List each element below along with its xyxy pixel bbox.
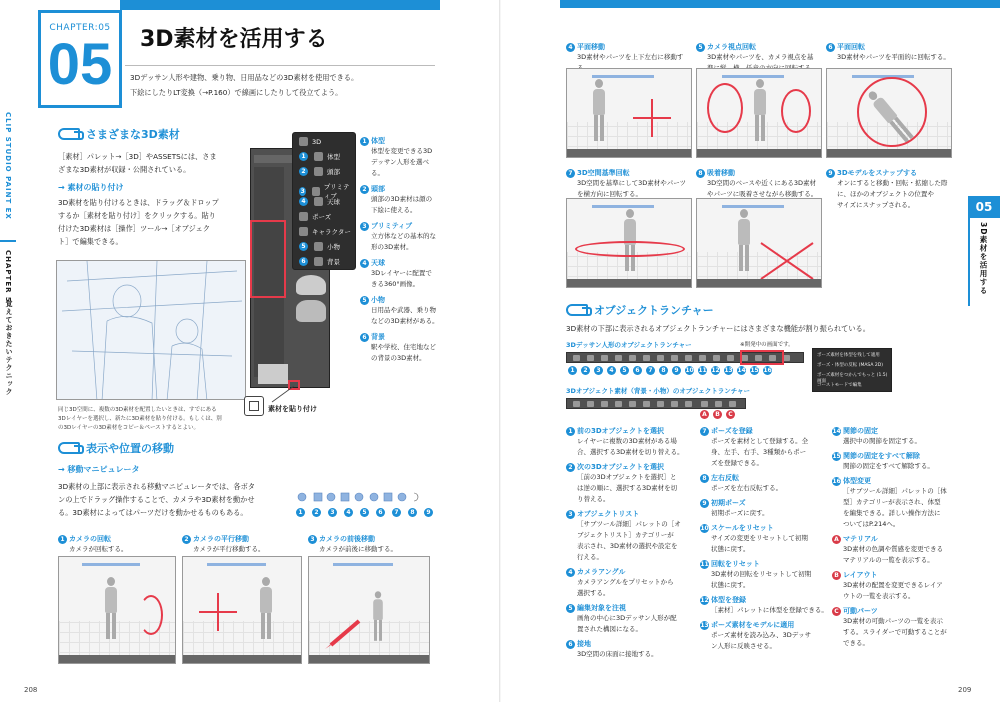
highlight-popup-button	[740, 350, 784, 365]
chapter-label: CHAPTER:05	[49, 23, 111, 33]
page-number-right: 209	[958, 686, 972, 694]
space-rotate-ring-icon	[575, 241, 685, 257]
sketch-caption: 同じ3D空間に、複数の3D素材を配置したいときは、すでにある 3Dレイヤーを選択し、新たに3D素材を貼り付ける。もしくは、別 の3Dレイヤーの3D素材をコピー＆ペーストするとよい。	[58, 407, 222, 431]
manipulator-description: 3D素材の上部に表示される移動マニピュレータでは、各ボタ ンの上でドラッグ操作することで、カメラや3D素材を動かせ る。3D素材によってはパーツだけを動かせるものもある。	[58, 482, 255, 517]
fig-camera-view-rotate	[696, 68, 822, 158]
section-heading-launcher: オブジェクトランチャー	[566, 302, 714, 318]
sidebar-chapter-title: 覚えておきたいテクニック	[5, 300, 13, 396]
sidebar-divider	[0, 240, 16, 242]
fig-plane-rotate	[826, 68, 952, 158]
sketch-figure	[56, 260, 246, 400]
fig-camera-dolly	[308, 556, 430, 664]
subheading-manipulator: → 移動マニピュレータ	[58, 465, 140, 474]
page-title: 3D素材を活用する	[140, 27, 328, 52]
dolly-arrow-icon	[323, 617, 363, 651]
menu-pose[interactable]: ポーズ	[299, 212, 331, 221]
fig-space-rotate	[566, 198, 692, 288]
fig-camera-pan	[182, 556, 302, 664]
popup-item-3[interactable]: ポーズ素材をつかんでもっと (1.5) 画面	[817, 373, 888, 384]
paste-material-label: 素材を貼り付け	[268, 405, 317, 413]
subheading-paste: → 素材の貼り付け	[58, 183, 124, 192]
sketch-lines-icon	[57, 261, 246, 400]
materials-intro: ［素材］パレット→［3D］やASSETSには、さま ざまな3D素材が収録・公開されている。	[58, 152, 217, 174]
popup-item-1[interactable]: ポーズ素材を体型を残して適用	[817, 353, 880, 358]
menu-character[interactable]: キャラクター	[299, 227, 351, 236]
manipulator-icons	[296, 490, 436, 504]
manipulator-toolbar	[296, 490, 436, 504]
highlight-3d-folder	[250, 220, 286, 298]
launcher-toolbar-object	[566, 398, 746, 409]
menu-3d[interactable]: 3D	[299, 137, 321, 146]
menu-sky[interactable]: 4 天球	[299, 197, 340, 206]
chapter-tab-number: 05	[968, 196, 1000, 218]
body-thumbnail	[258, 364, 288, 384]
plane-rotate-ring-icon	[857, 77, 927, 147]
fig8-title: 8 吸着移動 3D空間のベースや近くにある3D素材 やパーツに吸着させながら移動する。	[696, 168, 826, 200]
paste-material-icon[interactable]	[244, 396, 264, 416]
fig3-title: 3 カメラの前後移動 カメラが前後に移動する。	[308, 534, 397, 555]
launcher-col-3: 14 関節の固定 選択中の関節を固定する。 15 関節の固定をすべて解除 関節の固定をすべて解除する。 16 体型変更 ［サブツール詳細］パレットの［体 型］カテゴリーが表示され、体型 を編集できる。詳しい操作方法に ついてはP.214へ。 A マテリアル 3D素材の色調や質感を変更できる マテリアルの一覧を表示する。 B レイアウト 3D素材の配置を変更できるレイア ウトの一覧を表示する。 C 可動パーツ 3D素材の可動パーツの一覧を表示 する。スライダーで可動することが できる。	[832, 427, 947, 647]
fig7-title: 7 3D空間基準回転 3D空間を基準にして3D素材やパーツ を横方向に回転する。	[566, 168, 691, 200]
fig9-title: 9 3Dモデルをスナップする オンにすると移動・回転・拡縮した際 に、ほかのオブジェクトの位置や サイズにスナップされる。	[826, 168, 956, 211]
section-heading-move: 表示や位置の移動	[58, 440, 174, 456]
section-heading-materials: さまざまな3D素材	[58, 126, 180, 142]
launcher-col-2: 7 ポーズを登録 ポーズを素材として登録する。全 身、左手、右手、3種類からポー ズを登録できる。 8 左右反転 ポーズを左右反転する。 9 初期ポーズ 初期ポーズに戻す。 10 スケールをリセット サイズの変更をリセットして初期 状態に戻す。 11 回転をリセット 3D素材の回転をリセットして初期 状態に戻す。 12 体型を登録 ［素材］パレットに体型を登録できる。 13 ポーズ素材をモデルに適用 ポーズ素材を読み込み、3Dデッサ ン人形に反映させる。	[700, 427, 828, 650]
paste-description: 3D素材を貼り付けるときは、ドラッグ＆ドロップ するか［素材を貼り付け］をクリックする。貼り 付けた3D素材は［操作］ツール→［オブジェク ト］で編集できる。	[58, 198, 219, 246]
fig-plane-move	[566, 68, 692, 158]
launcher-numbers: 1 2 3 4 5 6 7 8 9 10 11 12 13 14 15 16	[568, 366, 774, 375]
head-thumbnail-2	[296, 300, 326, 322]
page-fold	[499, 0, 501, 702]
pan-arrows-icon	[199, 593, 237, 631]
top-accent-bar-right	[560, 0, 1000, 8]
move-arrows-icon	[633, 99, 671, 137]
fig-camera-rotate	[58, 556, 176, 664]
tab-rule	[968, 196, 970, 306]
menu-background[interactable]: 6 背景	[299, 257, 340, 266]
page-number-left: 208	[24, 686, 38, 694]
launcher-label-object: 3Dオブジェクト素材（背景・小物）のオブジェクトランチャー	[566, 387, 751, 395]
pointing-hand-icon	[566, 304, 588, 316]
fig-snap-move	[696, 198, 822, 288]
material-type-list: 1 体型 体型を変更できる3D デッサン人形を選べる。 2 頭部 頭部の3D素材は顔の 下絵に使える。 3 プリミティブ 立方体などの基本的な 形の3D素材。 4 天球 3Dレイヤーに配置で きる360°画像。 5 小物 日用品や武器、乗り物 などの3D素材がある。 6 背景 駅や学校、住宅地など の背景の3D素材。	[360, 136, 440, 364]
fig5-title: 5 カメラ視点回転 3D素材やパーツを、カメラ視点を基	[696, 42, 826, 74]
sidebar-chapter: CHAPTER 5	[4, 250, 12, 303]
menu-body[interactable]: 1 体型	[299, 152, 340, 161]
chapter-number: 05	[47, 32, 113, 97]
dev-note: ※開発中の画面です。	[740, 342, 794, 348]
menu-primitive[interactable]: 3 プリミティブ	[300, 183, 350, 200]
lead-text: 3Dデッサン人形や建物、乗り物、日用品などの3D素材を使用できる。 下絵にしたりLT変換（→P.160）で線画にしたりして役立てよう。	[130, 73, 359, 97]
fig4-title: 4 平面移動 3D素材やパーツを上下左右に移動す	[566, 42, 691, 74]
snap-arrows-icon	[757, 239, 817, 283]
fig1-title: 1 カメラの回転 カメラが回転する。	[58, 534, 128, 555]
pointing-hand-icon	[58, 128, 80, 140]
popup-item-4[interactable]: ゴーストモードで編集	[817, 383, 862, 388]
fig2-title: 2 カメラの平行移動 カメラが平行移動する。	[182, 534, 265, 555]
head-thumbnail	[296, 275, 326, 295]
chapter-tab-title: 3D素材を活用する	[979, 222, 988, 295]
chapter-box	[38, 10, 122, 108]
launcher-intro: 3D素材の下部に表示されるオブジェクトランチャーにはさまざまな機能が割り振られている。	[566, 324, 870, 333]
menu-head[interactable]: 2 頭部	[299, 167, 340, 176]
paste-leader-line	[262, 384, 296, 406]
popup-item-2[interactable]: ポーズ・体型の反転 (MASA 2D)	[817, 363, 883, 368]
manipulator-numbers: 1 2 3 4 5 6 7 8 9	[296, 508, 435, 517]
fig6-title: 6 平面回転 3D素材やパーツを平面的に回転する。	[826, 42, 956, 63]
launcher-popup-menu	[812, 348, 892, 392]
view-rotate-ring-icon	[707, 83, 743, 133]
launcher-abc: A B C	[700, 410, 737, 419]
top-accent-bar-left	[120, 0, 440, 10]
category-menu	[292, 132, 356, 270]
launcher-col-1: 1 前の3Dオブジェクトを選択 レイヤーに複数の3D素材がある場 合、選択する3D素材を切り替える。 2 次の3Dオブジェクトを選択 ［前の3Dオブジェクトを選択］と は逆の順に、選択する3D素材を切 り替える。 3 オブジェクトリスト ［サブツール詳細］パレットの［オ ブジェクトリスト］カテゴリーが 表示され、3D素材の選択や設定を 行える。 4 カメラアングル カメラアングルをプリセットから 選択する。 5 編集対象を注視 画角の中心に3Dデッサン人形が配 置された構図になる。 6 接地 3D空間の床面に接地する。	[566, 426, 694, 660]
menu-props[interactable]: 5 小物	[299, 242, 340, 251]
pointing-hand-icon	[58, 442, 80, 454]
sidebar-app-name: CLIP STUDIO PAINT EX	[4, 112, 12, 220]
rotate-arrow-icon	[139, 595, 163, 635]
launcher-label-figure: 3Dデッサン人形のオブジェクトランチャー	[566, 341, 692, 349]
